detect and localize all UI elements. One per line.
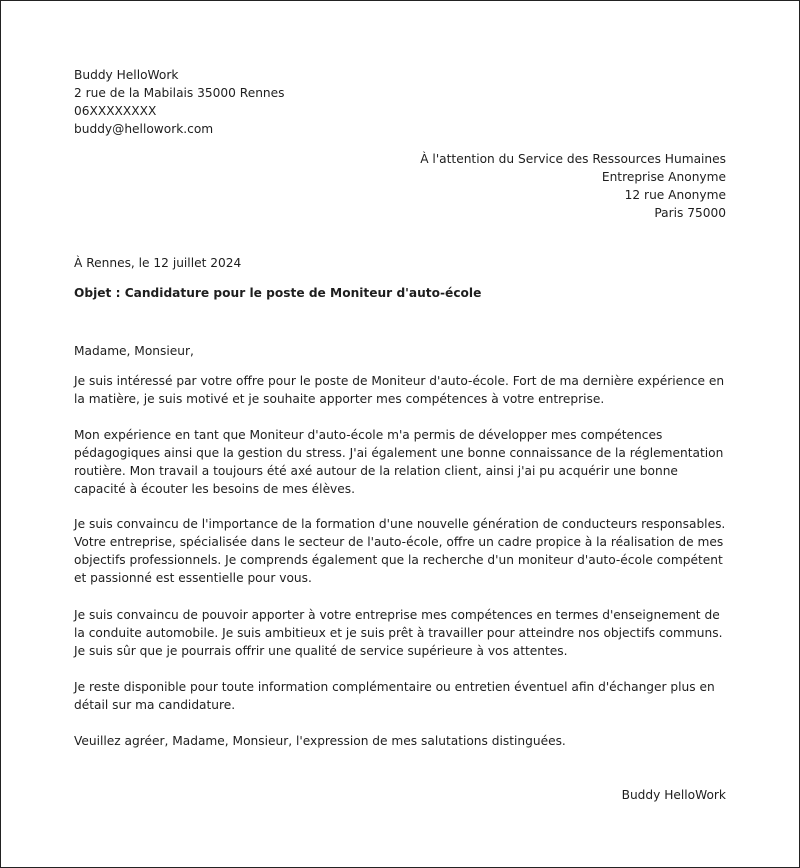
subject-line — [74, 284, 726, 302]
closing-formula — [74, 732, 726, 750]
sender-block — [74, 66, 726, 138]
salutation-text: Madame, Monsieur, — [74, 344, 194, 358]
body-paragraph-4 — [74, 606, 726, 660]
paragraph-text: Je suis intéressé par votre offre pour le poste de Moniteur d'auto-école. Fort de ma dernière expérience en la matière, je suis motivé et je souhaite apporter mes compétences à votre entreprise. — [74, 374, 725, 406]
paragraph-text: Je suis convaincu de l'importance de la formation d'une nouvelle génération de conducteurs responsables. Votre entreprise, spécialisée dans le secteur de l'auto-école, offre un cadre propice à la réalisation de mes objectifs professionnels. Je comprends également que la recherche d'un moniteur d'auto-école compétent et passionné est essentielle pour vous. — [74, 517, 726, 585]
signature — [74, 786, 726, 804]
body-paragraph-2 — [74, 426, 726, 498]
recipient-company: Entreprise Anonyme — [601, 170, 726, 184]
sender-name: Buddy HelloWork — [74, 68, 179, 82]
recipient-city: Paris 75000 — [654, 206, 726, 220]
sender-phone: 06XXXXXXXX — [74, 104, 157, 118]
recipient-attention: À l'attention du Service des Ressources Humaines — [420, 152, 726, 166]
signature-text: Buddy HelloWork — [621, 788, 726, 802]
sender-email: buddy@hellowork.com — [74, 122, 214, 136]
paragraph-text: Je suis convaincu de pouvoir apporter à votre entreprise mes compétences en termes d'enseignement de la conduite automobile. Je suis ambitieux et je suis prêt à travailler pour atteindre nos objectifs communs. Je suis sûr que je pourrais offrir une qualité de service supérieure à vos attentes. — [74, 608, 723, 658]
salutation — [74, 342, 726, 360]
body-paragraph-5 — [74, 678, 726, 714]
subject-text: Objet : Candidature pour le poste de Moniteur d'auto-école — [74, 286, 482, 300]
sender-address: 2 rue de la Mabilais 35000 Rennes — [74, 86, 285, 100]
body-paragraph-3 — [74, 515, 726, 587]
place-date — [74, 254, 726, 272]
recipient-street: 12 rue Anonyme — [624, 188, 726, 202]
paragraph-text: Mon expérience en tant que Moniteur d'auto-école m'a permis de développer mes compétences pédagogiques ainsi que la gestion du stress. J'ai également une bonne connaissance de la réglementation routière. Mon travail a toujours été axé autour de la relation client, ainsi j'ai pu acquérir une bonne capacité à écouter les besoins de mes élèves. — [74, 428, 724, 496]
closing-text: Veuillez agréer, Madame, Monsieur, l'expression de mes salutations distinguées. — [74, 734, 566, 748]
paragraph-text: Je reste disponible pour toute information complémentaire ou entretien éventuel afin d'échanger plus en détail sur ma candidature. — [74, 680, 715, 712]
place-date-text: À Rennes, le 12 juillet 2024 — [74, 256, 242, 270]
body-paragraph-1 — [74, 372, 726, 408]
recipient-block — [74, 150, 726, 222]
